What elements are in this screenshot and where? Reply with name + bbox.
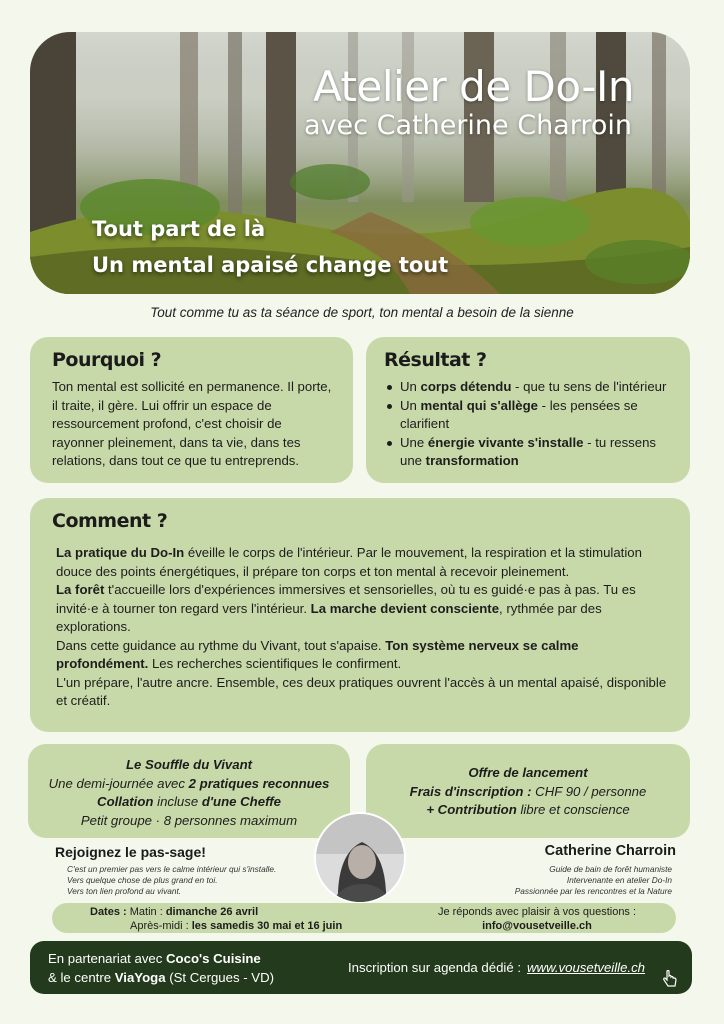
souffle-card [28, 744, 350, 838]
pourquoi-text: Ton mental est sollicité en permanence. Il porte, il traite, il gère. Lui offrir un espace de ressourcement profond, c'est choisir de rayonner pleinement, dans ta vie, dans tes relations, dans tout ce que tu entreprends. [52, 379, 332, 468]
dates-info: Dates : Matin : dimanche 26 avril Après-midi : les samedis 30 mai et 16 juin [90, 906, 343, 932]
comment-paragraph-1: La pratique du Do-In éveille le corps de l'intérieur. Par le mouvement, la respiration et la stimulation douce des points énergétiques, il prépare ton corps et ton mental à recevoir pleinement. [56, 545, 642, 579]
offre-line-3: + Contribution libre et conscience [426, 802, 630, 817]
souffle-line-2: Une demi-journée avec 2 pratiques reconnues [48, 775, 330, 791]
resultat-title: Résultat ? [384, 349, 487, 371]
page-subtitle: avec Catherine Charroin [304, 110, 632, 141]
souffle-title: Le Souffle du Vivant [125, 757, 253, 772]
hero-tagline-2: Un mental apaisé change tout [92, 253, 449, 277]
contact-info: Je réponds avec plaisir à vos questions : info@vousetveille.ch [437, 906, 637, 932]
registration: Inscription sur agenda dédié : www.vousetveille.ch [348, 960, 646, 975]
portrait-icon [316, 814, 406, 904]
presenter-name: Catherine Charroin [544, 843, 676, 859]
comment-paragraph-3: Dans cette guidance au rythme du Vivant, tout s'apaise. Ton système nerveux se calme profondément. Les recherches scientifiques le confirment. [56, 637, 579, 671]
dates-bar [52, 903, 676, 933]
comment-paragraph-2: La forêt t'accueille lors d'expériences immersives et sensorielles, où tu es guidé·e pas à pas. Tu es invité·e à tourner ton regard vers l'intérieur. La marche devient consciente, rythmée par des explorations. [56, 582, 636, 634]
list-item: Un corps détendu - que tu sens de l'intérieur [384, 378, 678, 397]
presenter-roles: Guide de bain de forêt humaniste Intervenante en atelier Do-In Passionnée par les rencontres et la Nature [514, 864, 672, 896]
list-item: Une énergie vivante s'installe - tu ressens une transformation [384, 434, 678, 471]
offre-title: Offre de lancement [468, 765, 588, 780]
comment-title: Comment ? [52, 510, 168, 532]
resultat-list [384, 378, 678, 471]
footer-bar [30, 941, 692, 994]
comment-card [30, 498, 690, 732]
comment-paragraph-4: L'un prépare, l'autre ancre. Ensemble, ces deux pratiques ouvrent l'accès à un mental apaisé, disponible et créatif. [56, 674, 667, 708]
partners: En partenariat avec Coco's Cuisine & le centre ViaYoga (St Cergues - VD) [48, 951, 275, 985]
avatar [314, 812, 406, 904]
hero-banner [30, 32, 690, 294]
join-title: Rejoignez le pas-sage! [55, 844, 206, 860]
join-text: C'est un premier pas vers le calme intérieur qui s'installe. Vers quelque chose de plus grand en toi. Vers ton lien profond au vivant. [67, 864, 277, 896]
pourquoi-title: Pourquoi ? [52, 349, 162, 371]
pourquoi-card [30, 337, 353, 483]
souffle-line-3: Collation incluse d'une Cheffe [97, 794, 281, 809]
offre-card [366, 744, 690, 838]
hand-cursor-icon [660, 969, 680, 989]
hero-tagline-1: Tout part de là [92, 217, 266, 241]
tagline: Tout comme tu as ta séance de sport, ton mental a besoin de la sienne [150, 305, 574, 320]
email-link[interactable]: info@vousetveille.ch [482, 920, 592, 932]
list-item: Un mental qui s'allège - les pensées se clarifient [384, 397, 678, 434]
souffle-line-4: Petit groupe · 8 personnes maximum [80, 812, 298, 828]
website-link[interactable]: www.vousetveille.ch [527, 960, 646, 975]
offre-line-2: Frais d'inscription : CHF 90 / personne [409, 783, 647, 799]
page-title: Atelier de Do-In [313, 62, 634, 111]
resultat-card [366, 337, 690, 483]
